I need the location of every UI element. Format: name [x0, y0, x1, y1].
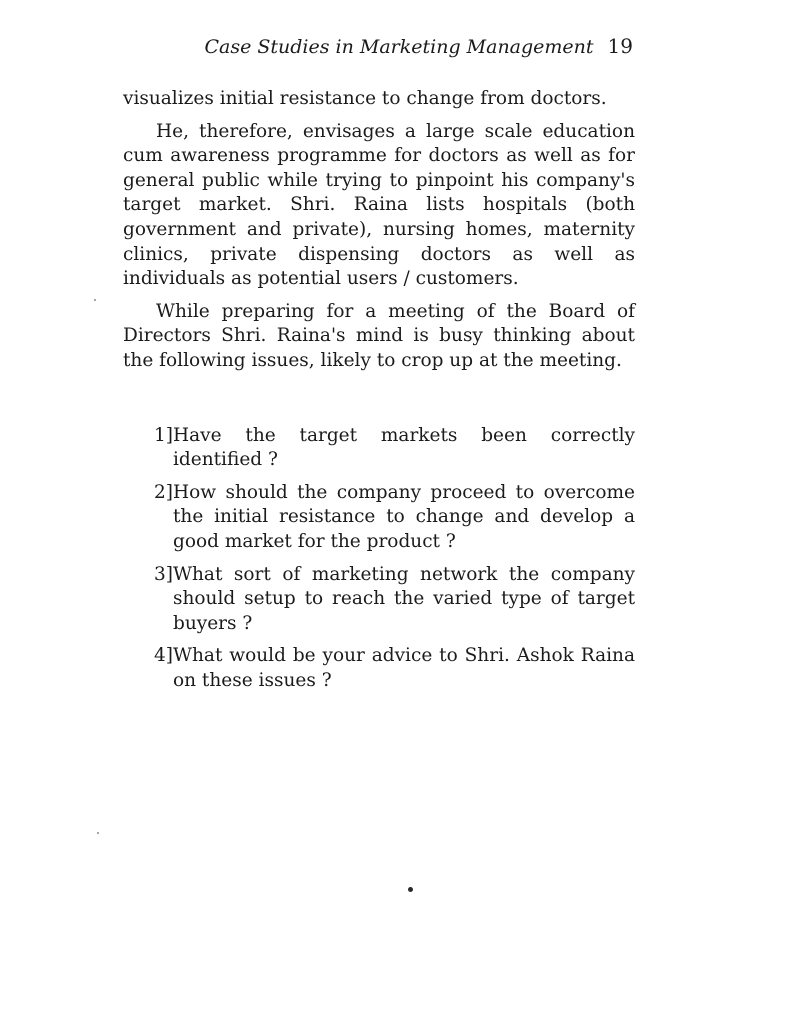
paragraph-continuation: visualizes initial resistance to change from doctors. [123, 88, 607, 109]
running-header [204, 34, 633, 58]
question-list [123, 424, 635, 694]
body-text [123, 87, 635, 701]
question-item-4 [123, 644, 635, 693]
question-item-3 [123, 563, 635, 637]
scan-speck [94, 299, 96, 301]
question-number: 3] [154, 563, 173, 585]
question-text: What would be your advice to Shri. Ashok Raina on these issues ? [173, 645, 635, 691]
question-item-1 [123, 424, 635, 473]
page-number: 19 [607, 34, 633, 58]
scan-speck [97, 832, 99, 834]
question-text: What sort of marketing network the company should setup to reach the varied type of target buyers ? [173, 563, 635, 634]
question-number: 4] [154, 645, 173, 667]
question-text: Have the target markets been correctly identified ? [173, 424, 635, 471]
question-number: 2] [154, 481, 173, 503]
question-item-2 [123, 481, 635, 555]
paragraph-education-programme: He, therefore, envisages a large scale education cum awareness programme for doctors as well as for general public while trying to pinpoint his company's target market. Shri. Raina lists hospitals (both government and private), nursing homes, maternity clinics, private dispensing doctors as well as individuals as potential users / customers. [123, 120, 635, 290]
scan-speck [408, 887, 413, 892]
question-number: 1] [154, 424, 173, 446]
question-text: How should the company proceed to overcome the initial resistance to change and develop a good market for the product ? [173, 481, 635, 552]
paragraph-board-meeting: While preparing for a meeting of the Board of Directors Shri. Raina's mind is busy thinking about the following issues, likely to crop up at the meeting. [123, 300, 635, 371]
running-title: Case Studies in Marketing Management [204, 36, 594, 58]
